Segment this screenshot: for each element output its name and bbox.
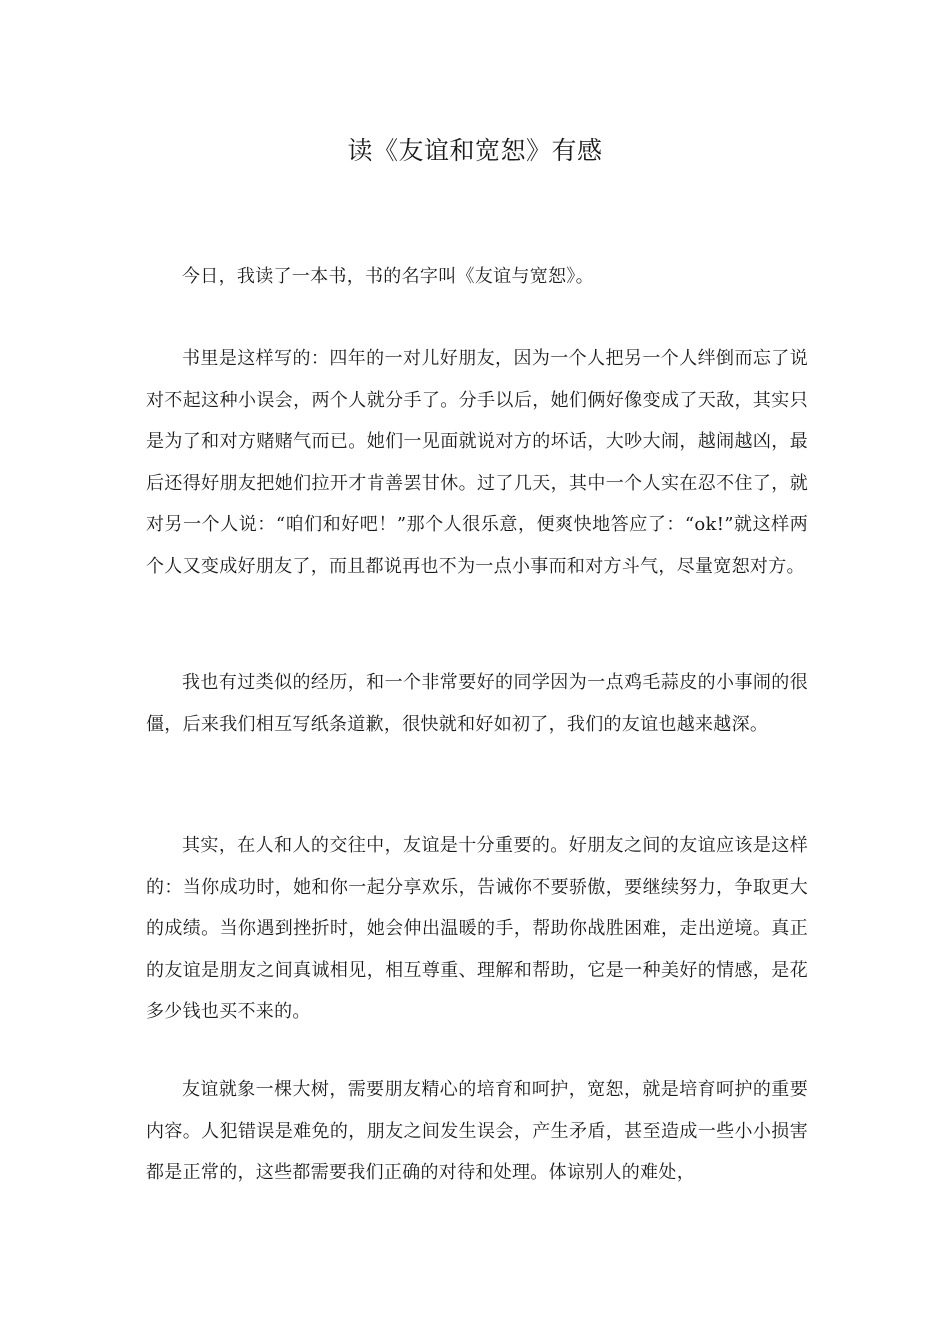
paragraph-4: 其实，在人和人的交往中，友谊是十分重要的。好朋友之间的友谊应该是这样的：当你成功时，她和你一起分享欢乐，告诫你不要骄傲，要继续努力，争取更大的成绩。当你遇到挫折时，她会伸出温暖的手，帮助你战胜困难，走出逆境。真正的友谊是朋友之间真诚相见，相互尊重、理解和帮助，它是一种美好的情感，是花多少钱也买不来的。: [146, 835, 808, 1022]
paragraph-3: 我也有过类似的经历，和一个非常要好的同学因为一点鸡毛蒜皮的小事闹的很僵，后来我们相互写纸条道歉，很快就和好如初了，我们的友谊也越来越深。: [146, 672, 808, 735]
paragraph-1: 今日，我读了一本书，书的名字叫《友谊与宽恕》。: [182, 266, 594, 287]
paragraph-5: 友谊就象一棵大树，需要朋友精心的培育和呵护，宽恕，就是培育呵护的重要内容。人犯错误是难免的，朋友之间发生误会，产生矛盾，甚至造成一些小小损害都是正常的，这些都需要我们正确的对待和处理。体谅别人的难处，: [146, 1079, 808, 1183]
paragraph-2: 书里是这样写的：四年的一对儿好朋友，因为一个人把另一个人绊倒而忘了说对不起这种小误会，两个人就分手了。分手以后，她们俩好像变成了天敌，其实只是为了和对方赌赌气而已。她们一见面就说对方的坏话，大吵大闹，越闹越凶，最后还得好朋友把她们拉开才肯善罢甘休。过了几天，其中一个人实在忍不住了，就对另一个人说：“咱们和好吧！”那个人很乐意，便爽快地答应了：“ok!”就这样两个人又变成好朋友了，而且都说再也不为一点小事而和对方斗气，尽量宽恕对方。: [146, 348, 808, 577]
document-title: 读《友谊和宽恕》有感: [347, 136, 603, 165]
